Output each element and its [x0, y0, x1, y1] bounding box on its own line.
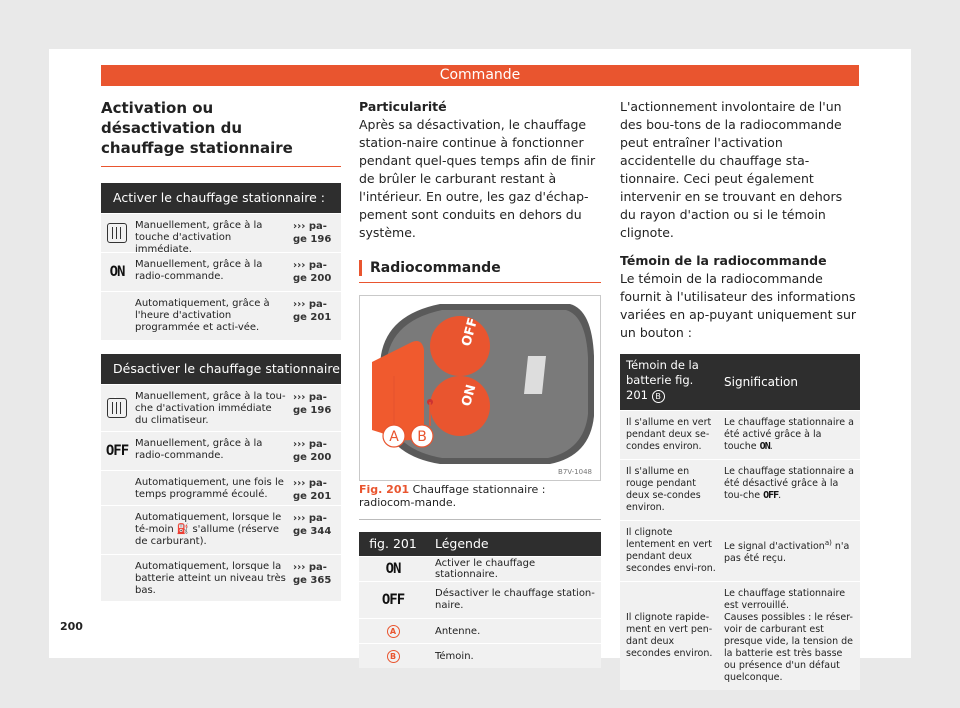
right-column [620, 98, 860, 690]
legend-row [359, 581, 601, 618]
legend-value: Activer le chauffage stationnaire. [435, 558, 536, 580]
on-label-icon: ON [759, 441, 770, 452]
indicator-row [620, 410, 860, 459]
row-text: Manuellement, grâce à la radio-commande. [135, 259, 263, 282]
figure-caption [359, 483, 601, 520]
page-ref-link[interactable]: ››› pa-ge 200 [293, 260, 332, 284]
legend-value: Antenne. [435, 625, 481, 637]
letter-a-badge: A [387, 625, 400, 638]
deactivate-row [101, 384, 341, 431]
left-title-block [101, 98, 341, 167]
left-column [101, 98, 341, 601]
chapter-header: Commande [101, 65, 859, 86]
row-text: Automatiquement, lorsque le té-moin ⛽ s'allume (réserve de carburant). [135, 512, 282, 547]
figure-code: B7V-1048 [558, 468, 592, 476]
off-label-icon: OFF [105, 443, 129, 459]
page-title: Activation ou désactivation du chauffage stationnaire [101, 99, 293, 157]
indicator-meaning: Le chauffage stationnaire est verrouillé. Causes possibles : le réser-voir de carburant est presque vide, la tension de la batterie est très basse ou présence d'un défaut quelconque. [724, 588, 854, 683]
heater-icon [101, 214, 133, 252]
indicator-row [620, 581, 860, 690]
indicator-col1: Témoin de la batterie fig. 201 B [626, 358, 699, 402]
section-title: Particularité [359, 99, 447, 114]
indicator-meaning: Le chauffage stationnaire a été désactivé grâce à la tou-che OFF. [724, 466, 854, 501]
paragraph: L'actionnement involontaire de l'un des bou-tons de la radiocommande peut entraîner l'activation accidentelle du chauffage sta-tionnaire. Ceci peut également intervenir en se trouvant en dehors du rayon d'action ou si le témoin clignote. [620, 99, 843, 240]
paragraph: Le témoin de la radiocommande fournit à l'utilisateur des informations variées en ap-puyant uniquement sur un bouton : [620, 271, 857, 340]
activate-heading: Activer le chauffage stationnaire : [101, 183, 341, 213]
callout-b: B [417, 429, 427, 445]
deactivate-row [101, 505, 341, 554]
activate-row [101, 213, 341, 255]
deactivate-heading: Désactiver le chauffage stationnaire : [101, 354, 341, 384]
indicator-col2: Signification [724, 375, 799, 389]
deactivate-box [101, 354, 341, 601]
legend-row [359, 618, 601, 643]
off-button-label: OFF [459, 316, 482, 349]
activate-row [101, 291, 341, 340]
activate-row [101, 252, 341, 291]
indicator-table [620, 354, 860, 690]
page-ref-link[interactable]: ››› pa-ge 201 [293, 299, 332, 323]
page-ref-link[interactable]: ››› pa-ge 200 [293, 439, 332, 463]
indicator-state: Il s'allume en rouge pendant deux se-condes environ. [626, 466, 701, 513]
off-label-icon: OFF [381, 592, 405, 608]
footnote-ref[interactable]: a) [824, 538, 832, 547]
figure-caption-text: Chauffage stationnaire : radiocom-mande. [359, 483, 546, 509]
letter-b-badge: B [387, 650, 400, 663]
row-text: Manuellement, grâce à la touche d'activation immédiate. [135, 220, 263, 255]
page-ref-link[interactable]: ››› pa-ge 196 [293, 392, 332, 416]
legend-col2: Légende [435, 536, 489, 551]
deactivate-row [101, 470, 341, 505]
legend-value: Désactiver le chauffage station-naire. [435, 588, 595, 611]
indicator-row [620, 459, 860, 520]
off-label-icon: OFF [763, 490, 779, 501]
indicator-meaning: Le signal d'activation$^{a)}$ n'a pas été reçu. [724, 538, 850, 565]
deactivate-row [101, 554, 341, 601]
deactivate-row [101, 431, 341, 470]
page-ref-link[interactable]: ››› pa-ge 344 [293, 513, 332, 537]
row-text: Automatiquement, une fois le temps programmé écoulé. [135, 477, 284, 500]
indicator-state: Il s'allume en vert pendant deux se-condes environ. [626, 417, 712, 452]
legend-header [359, 532, 601, 556]
row-text: Automatiquement, grâce à l'heure d'activation programmée et acti-vée. [135, 298, 270, 333]
letter-b-badge: B [652, 390, 665, 403]
heater-icon [101, 385, 133, 431]
indicator-state: Il clignote rapide-ment en vert pen-dant deux secondes environ. [626, 612, 713, 659]
callout-a: A [389, 429, 399, 445]
row-text: Manuellement, grâce à la tou-che d'activation immédiate du climatiseur. [135, 391, 286, 426]
legend-col1: fig. 201 [369, 536, 417, 551]
page-ref-link[interactable]: ››› pa-ge 201 [293, 478, 332, 502]
subheading: Témoin de la radiocommande [620, 253, 827, 268]
figure-201 [359, 295, 601, 481]
radiocommande-heading: Radiocommande [359, 260, 601, 276]
page-ref-link[interactable]: ››› pa-ge 365 [293, 562, 332, 586]
indicator-state: Il clignote lentement en vert pendant deux secondes envi-ron. [626, 527, 716, 574]
remote-control-image [360, 296, 600, 480]
indicator-meaning: Le chauffage stationnaire a été activé grâce à la touche ON. [724, 417, 854, 452]
page-number: 200 [60, 620, 83, 633]
on-label-icon: ON [385, 561, 401, 577]
legend-row [359, 643, 601, 668]
row-text: Manuellement, grâce à la radio-commande. [135, 438, 263, 461]
page-ref-link[interactable]: ››› pa-ge 196 [293, 221, 332, 245]
paragraph: Après sa désactivation, le chauffage station-naire continue à fonctionner pendant quel-ques temps afin de finir de brûler le carburant restant à l'intérieur. En outre, les gaz d'échap-pement sont conduits en dehors du système. [359, 117, 596, 240]
on-button-label: ON [459, 382, 480, 409]
radio-heading-block [359, 260, 601, 283]
indicator-header [620, 354, 860, 410]
figure-number: Fig. 201 [359, 483, 410, 496]
legend-table [359, 532, 601, 668]
row-text: Automatiquement, lorsque la batterie atteint un niveau très bas. [135, 561, 286, 596]
indicator-row [620, 520, 860, 581]
legend-value: Témoin. [435, 650, 474, 662]
on-label-icon: ON [109, 264, 125, 280]
middle-column [359, 98, 601, 668]
activate-box [101, 183, 341, 340]
legend-row [359, 556, 601, 581]
